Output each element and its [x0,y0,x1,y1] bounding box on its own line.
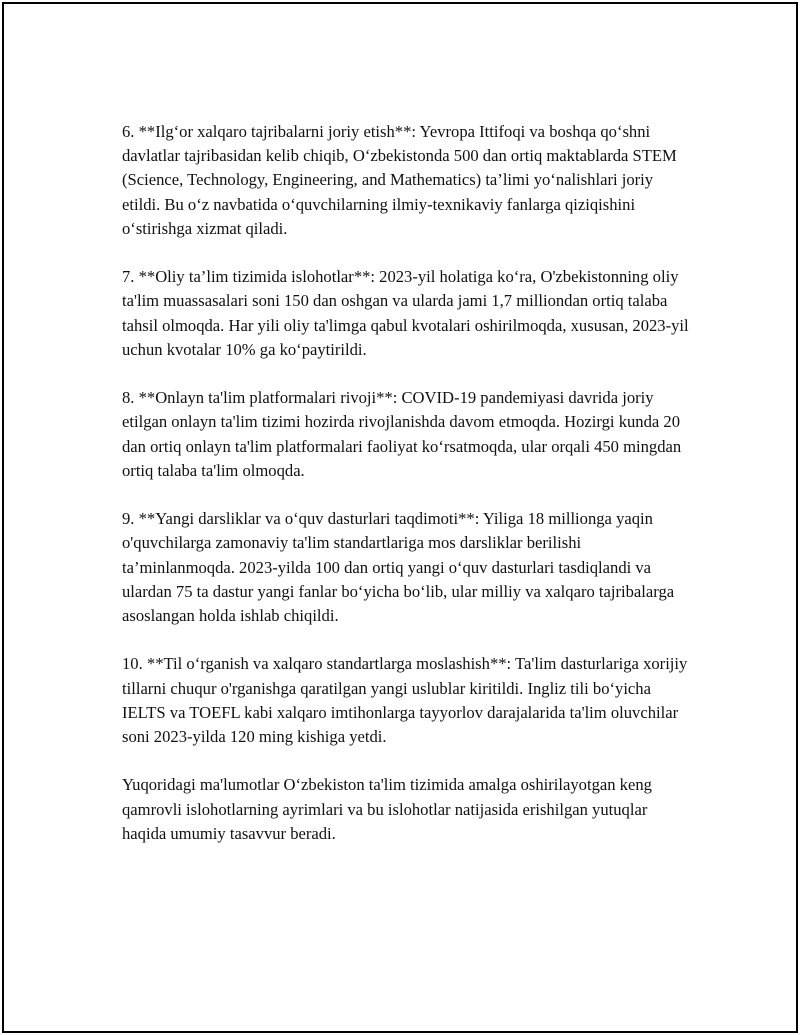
paragraph-item-7: 7. **Oliy ta’lim tizimida islohotlar**: 2023-yil holatiga ko‘ra, O'zbekistonning oliy ta'lim muassasalari soni 150 dan oshgan va ularda jami 1,7 milliondan ortiq talaba tahsil olmoqda. Har yili oliy ta'limga qabul kvotalari oshirilmoqda, xususan, 2023-yil uchun kvotalar 10% ga ko‘paytirildi. [122,267,689,359]
paragraph-item-6: 6. **Ilg‘or xalqaro tajribalarni joriy etish**: Yevropa Ittifoqi va boshqa qo‘shni davlatlar tajribasidan kelib chiqib, O‘zbekistonda 500 dan ortiq maktablarda STEM (Science, Technology, Engineering, and Mathematics) ta’limi yo‘nalishlari joriy etildi. Bu o‘z navbatida o‘quvchilarning ilmiy-texnikaviy fanlarga qiziqishini o‘stirishga xizmat qiladi. [122,122,677,238]
paragraph-item-9: 9. **Yangi darsliklar va o‘quv dasturlari taqdimoti**: Yiliga 18 millionga yaqin o'quvchilarga zamonaviy ta'lim standartlariga mos darsliklar berilishi ta’minlanmoqda. 2023-yilda 100 dan ortiq yangi o‘quv dasturlari tasdiqlandi va ulardan 75 ta dastur yangi fanlar bo‘yicha bo‘lib, ular milliy va xalqaro tajribalarga asoslangan holda ishlab chiqildi. [122,509,675,626]
paragraph-item-8: 8. **Onlayn ta'lim platformalari rivoji**: COVID-19 pandemiyasi davrida joriy etilgan onlayn ta'lim tizimi hozirda rivojlanishda davom etmoqda. Hozirgi kunda 20 dan ortiq onlayn ta'lim platformalari faoliyat ko‘rsatmoqda, ular orqali 450 mingdan ortiq talaba ta'lim olmoqda. [122,388,682,480]
document-page [2,2,798,1033]
document-body [122,120,692,870]
paragraph-item-10: 10. **Til o‘rganish va xalqaro standartlarga moslashish**: Ta'lim dasturlariga xorijiy tillarni chuqur o'rganishga qaratilgan yangi uslublar kiritildi. Ingliz tili bo‘yicha IELTS va TOEFL kabi xalqaro imtihonlarga tayyorlov darajalarida ta'lim oluvchilar soni 2023-yilda 120 ming kishiga yetdi. [122,654,688,747]
conclusion-paragraph: Yuqoridagi ma'lumotlar O‘zbekiston ta'lim tizimida amalga oshirilayotgan keng qamrovli islohotlarning ayrimlari va bu islohotlar natijasida erishilgan yutuqlar haqida umumiy tasavvur beradi. [122,775,652,843]
